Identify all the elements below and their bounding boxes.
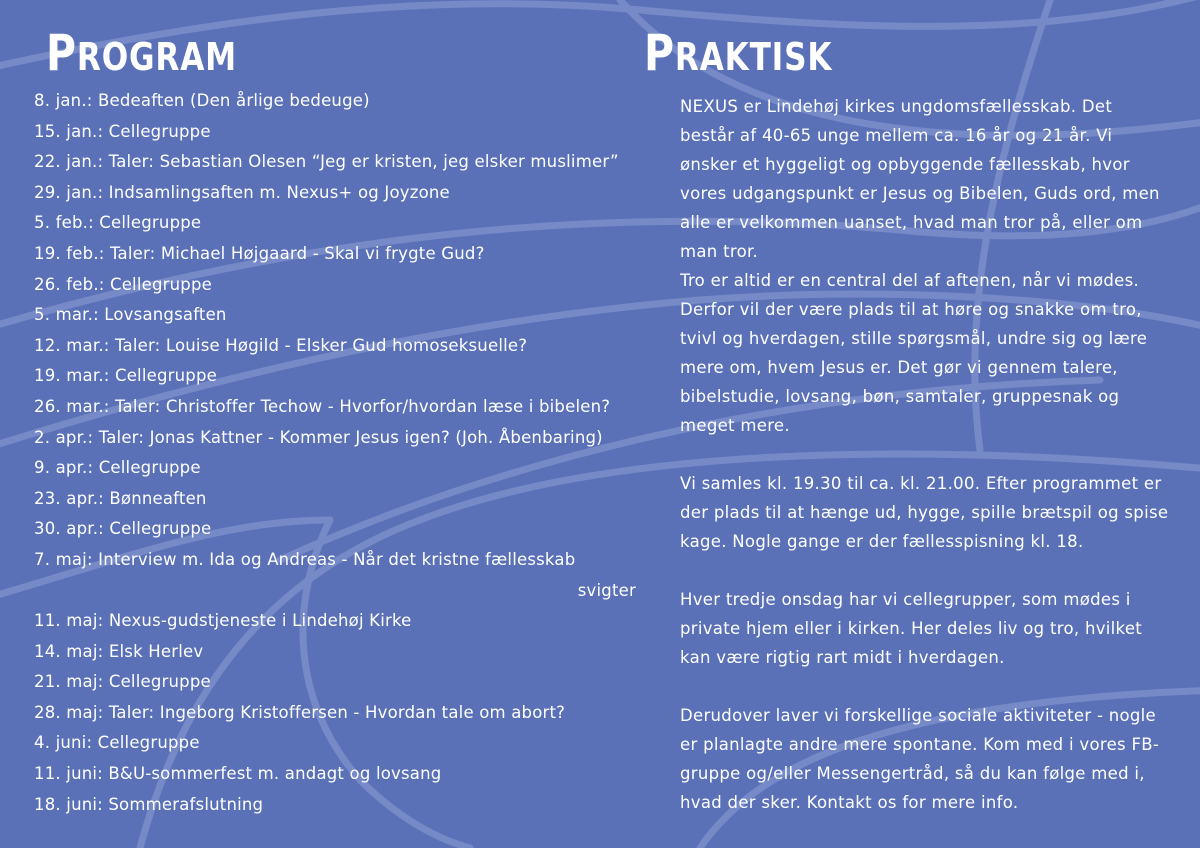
program-item: 26. mar.: Taler: Christoffer Techow - Hvorfor/hvordan læse i bibelen?	[34, 396, 611, 416]
program-item: 18. juni: Sommerafslutning	[34, 794, 264, 814]
program-item: 9. apr.: Cellegruppe	[34, 458, 201, 478]
program-item-continuation: svigter	[577, 580, 636, 600]
program-item: 30. apr.: Cellegruppe	[34, 519, 212, 539]
program-item: 8. jan.: Bedeaften (Den årlige bedeuge)	[34, 91, 370, 110]
program-item: 11. juni: B&U-sommerfest m. andagt og lovsang	[34, 764, 442, 784]
program-item: 11. maj: Nexus-gudstjeneste i Lindehøj Kirke	[34, 611, 412, 631]
program-item: 4. juni: Cellegruppe	[34, 733, 200, 753]
program-heading: PROGRAM	[46, 24, 237, 82]
program-item: 28. maj: Taler: Ingeborg Kristoffersen - Hvordan tale om abort?	[34, 702, 566, 722]
program-item: 21. maj: Cellegruppe	[34, 672, 211, 692]
program-item: 14. maj: Elsk Herlev	[34, 641, 204, 661]
program-item: 5. mar.: Lovsangsaften	[34, 305, 227, 325]
program-item: 29. jan.: Indsamlingsaften m. Nexus+ og Joyzone	[34, 182, 450, 202]
practical-paragraph: Hver tredje onsdag har vi cellegrupper, som mødes i private hjem eller i kirken. Her deles liv og tro, hvilket kan være rigtig rart midt i hverdagen.	[680, 590, 1143, 667]
practical-paragraph: Tro er altid er en central del af aftenen, når vi mødes. Derfor vil der være plads til at høre og snakke om tro, tvivl og hverdagen, stille spørgsmål, undre sig og lære mere om, hvem Jesus er. Det gør vi gennem talere, bibelstudie, lovsang, bøn, samtaler, gruppesnak og meget mere.	[680, 271, 1148, 435]
program-item: 12. mar.: Taler: Louise Høgild - Elsker Gud homoseksuelle?	[34, 335, 528, 355]
program-item: 15. jan.: Cellegruppe	[34, 121, 211, 141]
practical-paragraph: Vi samles kl. 19.30 til ca. kl. 21.00. Efter programmet er der plads til at hænge ud, hygge, spille brætspil og spise kage. Nogle gange er der fællesspisning kl. 18.	[680, 474, 1169, 551]
practical-heading: PRAKTISK	[644, 24, 833, 82]
program-item-text: 7. maj: Interview m. Ida og Andreas - Når det kristne fællesskab	[34, 549, 576, 569]
practical-paragraph: NEXUS er Lindehøj kirkes ungdomsfællesskab. Det består af 40-65 unge mellem ca. 16 år og 21 år. Vi ønsker et hyggeligt og opbyggende fællesskab, hvor vores udgangspunkt er Jesus og Bibelen, Guds ord, men alle er velkommen uanset, hvad man tror på, eller om man tror.	[680, 97, 1160, 261]
program-item: 26. feb.: Cellegruppe	[34, 274, 212, 294]
program-item	[34, 548, 644, 609]
program-item: 19. feb.: Taler: Michael Højgaard - Skal vi frygte Gud?	[34, 243, 485, 263]
program-list	[34, 89, 644, 823]
program-item: 5. feb.: Cellegruppe	[34, 213, 202, 233]
practical-text	[680, 92, 1172, 846]
program-item: 19. mar.: Cellegruppe	[34, 366, 217, 386]
practical-paragraph: Derudover laver vi forskellige sociale aktiviteter - nogle er planlagte andre mere spontane. Kom med i vores FB-gruppe og/eller Messengertråd, så du kan følge med i, hvad der sker. Kontakt os for mere info.	[680, 706, 1160, 812]
program-item: 22. jan.: Taler: Sebastian Olesen “Jeg er kristen, jeg elsker muslimer”	[34, 152, 619, 172]
program-item: 2. apr.: Taler: Jonas Kattner - Kommer Jesus igen? (Joh. Åbenbaring)	[34, 427, 603, 447]
program-item: 23. apr.: Bønneaften	[34, 488, 207, 508]
